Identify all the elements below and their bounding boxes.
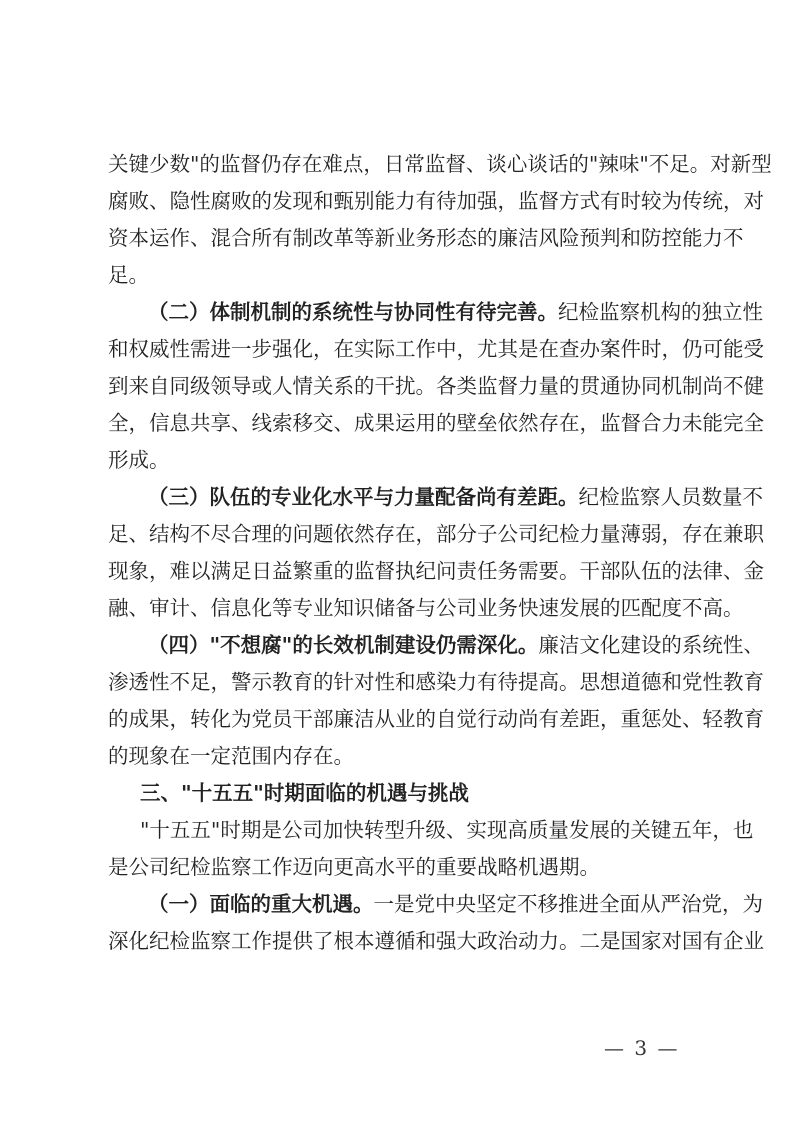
paragraph [108, 479, 764, 627]
line-text: 廉洁文化建设的系统性、 [538, 633, 764, 657]
text-line [108, 923, 764, 960]
line-text: 纪检监察人员数量不 [578, 485, 763, 509]
line-text: "十五五"时期是公司加快转型升级、实现高质量发展的关键五年，也 [140, 818, 754, 842]
text-line [108, 294, 763, 331]
text-line [108, 775, 693, 812]
text-line [108, 442, 693, 479]
paragraph-lead: （四）"不想腐"的长效机制建设仍需深化。 [148, 633, 539, 657]
text-line [108, 331, 764, 368]
line-text: 足。 [108, 263, 149, 287]
paragraph-lead: （三）队伍的专业化水平与力量配备尚有差距。 [148, 485, 579, 509]
paragraph [108, 146, 772, 294]
line-text: 足、结构不尽合理的问题依然存在，部分子公司纪检力量薄弱，存在兼职 [108, 522, 764, 546]
document-body [108, 146, 772, 960]
text-line [108, 701, 764, 738]
line-text: 全，信息共享、线索移交、成果运用的壁垒依然存在，监督合力未能完全 [108, 411, 764, 435]
text-line [108, 849, 693, 886]
text-line [108, 220, 744, 257]
paragraph-lead: （二）体制机制的系统性与协同性有待完善。 [148, 300, 558, 324]
text-line [108, 553, 764, 590]
text-line [108, 590, 744, 627]
text-line [108, 405, 764, 442]
page-number: — 3 — [604, 1036, 680, 1060]
line-text: 的成果，转化为党员干部廉洁从业的自觉行动尚有差距，重惩处、轻教育 [108, 707, 764, 731]
text-line [108, 257, 693, 294]
line-text: 资本运作、混合所有制改革等新业务形态的廉洁风险预判和防控能力不 [108, 226, 744, 250]
line-text: 关键少数"的监督仍存在难点，日常监督、谈心谈话的"辣味"不足。对新型 [108, 152, 772, 176]
line-text: 深化纪检监察工作提供了根本遵循和强大政治动力。二是国家对国有企业 [108, 929, 764, 953]
line-text: 一是党中央坚定不移推进全面从严治党，为 [373, 892, 763, 916]
line-text: 的现象在一定范围内存在。 [108, 744, 354, 768]
paragraph [108, 812, 754, 886]
line-text: 渗透性不足，警示教育的针对性和感染力有待提高。思想道德和党性教育 [108, 670, 764, 694]
text-line [108, 738, 693, 775]
text-line [108, 368, 764, 405]
line-text: 是公司纪检监察工作迈向更高水平的重要战略机遇期。 [108, 855, 600, 879]
line-text: 和权威性需进一步强化，在实际工作中，尤其是在查办案件时，仍可能受 [108, 337, 764, 361]
text-line [108, 812, 754, 849]
line-text: 现象，难以满足日益繁重的监督执纪问责任务需要。干部队伍的法律、金 [108, 559, 764, 583]
line-text: 形成。 [108, 448, 170, 472]
paragraph [108, 294, 764, 479]
text-line [108, 479, 763, 516]
line-text: 纪检监察机构的独立性 [558, 300, 763, 324]
line-text: 三、"十五五"时期面临的机遇与挑战 [140, 781, 469, 805]
text-line [108, 627, 764, 664]
paragraph [108, 627, 764, 775]
text-line [108, 146, 772, 183]
line-text: 融、审计、信息化等专业知识储备与公司业务快速发展的匹配度不高。 [108, 596, 744, 620]
text-line [108, 664, 764, 701]
paragraph-lead: （一）面临的重大机遇。 [148, 892, 374, 916]
text-line [108, 183, 764, 220]
section-heading [108, 775, 693, 812]
line-text: 腐败、隐性腐败的发现和甄别能力有待加强，监督方式有时较为传统，对 [108, 189, 764, 213]
text-line [108, 886, 763, 923]
text-line [108, 516, 764, 553]
line-text: 到来自同级领导或人情关系的干扰。各类监督力量的贯通协同机制尚不健 [108, 374, 764, 398]
paragraph [108, 886, 764, 960]
